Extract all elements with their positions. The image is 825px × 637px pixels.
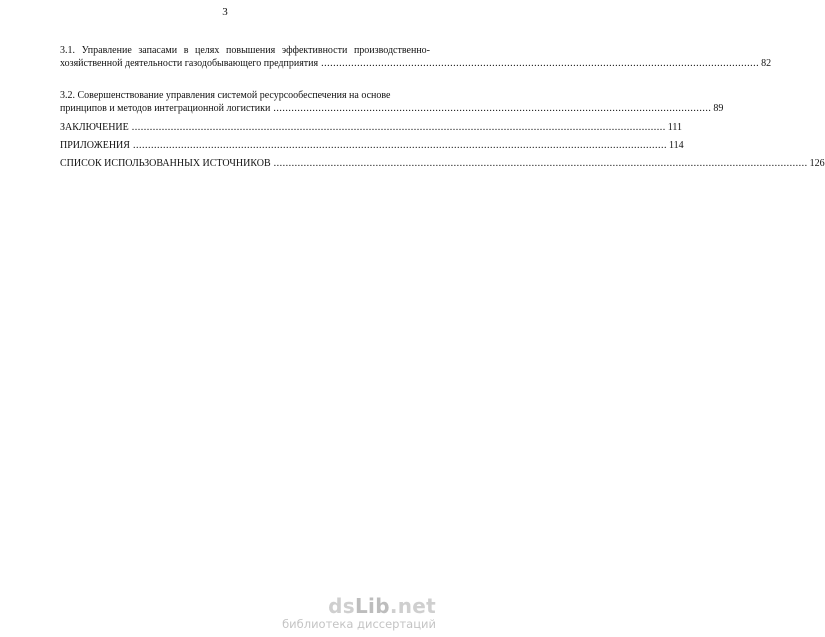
logo-lib: Lib [355, 594, 390, 618]
toc-entry-references-title: СПИСОК ИСПОЛЬЗОВАННЫХ ИСТОЧНИКОВ [60, 158, 271, 169]
logo-ds: ds [328, 594, 355, 618]
toc-entry-3-2-title-line2: принципов и методов интеграционной логистики [60, 103, 271, 114]
toc-entry-3-2-page: 89 [713, 103, 724, 114]
toc-entry-conclusion-page: 111 [667, 122, 683, 133]
toc-entry-appendices-page: 114 [668, 140, 684, 151]
toc-entry-references[interactable] [60, 157, 825, 170]
watermark-subtitle: библиотека диссертаций [282, 617, 436, 631]
toc-entry-conclusion-title: ЗАКЛЮЧЕНИЕ [60, 122, 129, 133]
toc-entry-3-2-title-line1: 3.2. Совершенствование управления системой ресурсообеспечения на основе [60, 90, 391, 101]
page-number: 3 [222, 6, 228, 18]
toc-entry-appendices[interactable] [60, 139, 684, 152]
table-of-contents [60, 44, 825, 175]
toc-entry-appendices-title: ПРИЛОЖЕНИЯ [60, 140, 130, 151]
toc-entry-3-2-line2 [60, 102, 724, 115]
dslib-watermark [282, 595, 436, 631]
toc-entry-references-page: 126 [809, 158, 825, 169]
dot-leader: .................................................................................................................................................................................. [273, 158, 808, 169]
dslib-logo [282, 595, 436, 617]
toc-entry-conclusion[interactable] [60, 121, 683, 134]
toc-entry-3-2[interactable] [60, 89, 724, 115]
toc-entry-3-1-title-line2: хозяйственной деятельности газодобывающего предприятия [60, 58, 319, 69]
dot-leader: .................................................................................................................................................. [321, 58, 760, 69]
toc-entry-3-1-title-line1: 3.1. Управление запасами в целях повышения эффективности производственно- [60, 45, 430, 56]
dot-leader: .................................................................................................................................................................................. [132, 140, 667, 151]
toc-entry-3-1-line2 [60, 57, 772, 70]
toc-entry-3-1-page: 82 [761, 58, 772, 69]
dot-leader: .................................................................................................................................................................................. [131, 122, 666, 133]
logo-net: .net [389, 594, 436, 618]
toc-entry-3-1[interactable] [60, 44, 772, 70]
dot-leader: .................................................................................................................................................. [273, 103, 712, 114]
